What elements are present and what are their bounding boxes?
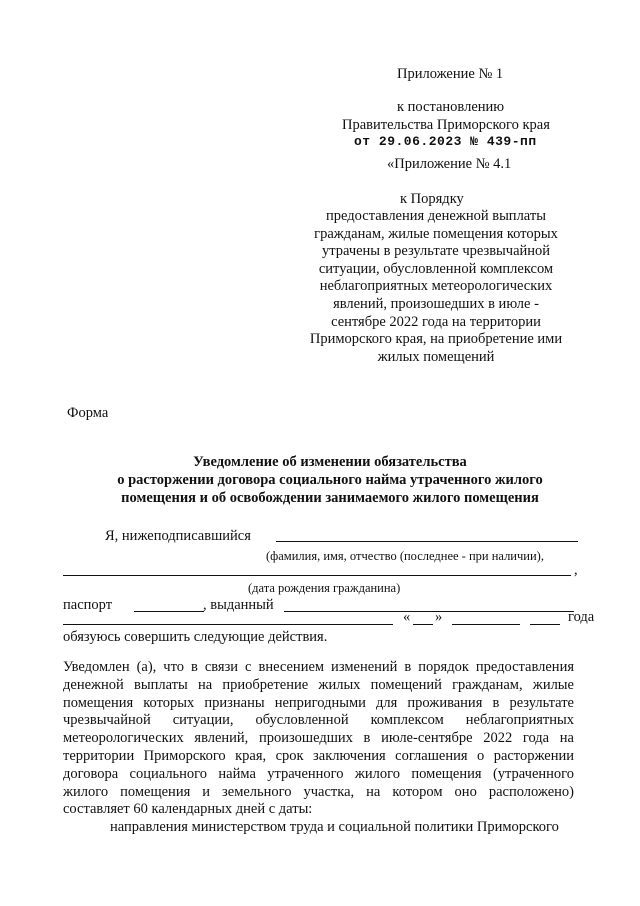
body-line: метеорологических явлений, произошедших в июле-сентябре 2022 года на [63, 730, 574, 747]
obligate-text: обязуюсь совершить следующие действия. [63, 629, 328, 645]
order-line: ситуации, обусловленной комплексом [318, 260, 554, 277]
notice-paragraph [63, 659, 574, 837]
fio-field-continued[interactable] [63, 575, 571, 576]
fio-hint: (фамилия, имя, отчество (последнее - при наличии), [266, 549, 544, 563]
undersigned-label: Я, нижеподписавшийся [105, 528, 251, 544]
to-order: к Порядку [400, 191, 464, 207]
issued-by-field-continued[interactable] [63, 624, 393, 625]
body-line: территории Приморского края, срок заключения соглашения о расторжении [63, 747, 574, 764]
title-line: Уведомление об изменении обязательства [193, 454, 467, 470]
body-line: Уведомлен (а), что в связи с внесением изменений в порядок предоставления [63, 659, 574, 675]
comma: , [574, 562, 578, 578]
government-name: Правительства Приморского края [342, 117, 550, 133]
issue-year-field[interactable] [530, 624, 560, 625]
body-line: чрезвычайной ситуации, обусловленной комплексом неблагоприятных [63, 712, 574, 729]
appendix-4-1: «Приложение № 4.1 [387, 156, 512, 172]
dob-hint: (дата рождения гражданина) [248, 581, 401, 595]
order-line: Приморского края, на приобретение ими [309, 331, 563, 348]
issue-day-field[interactable] [413, 624, 433, 625]
body-line: денежной выплаты на приобретение жилых помещений гражданам, жилые [63, 676, 574, 693]
document-title [60, 453, 600, 507]
issued-label: , выданный [203, 597, 274, 613]
order-line: сентябре 2022 года на территории [331, 313, 541, 330]
order-line: предоставления денежной выплаты [326, 208, 546, 224]
body-line: помещения которых признаны непригодными для проживания в результате [63, 694, 574, 711]
title-line: помещения и об освобождении занимаемого жилого помещения [121, 490, 539, 506]
body-line: договора социального найма утраченного жилого помещения (утраченного [63, 765, 574, 782]
fio-field[interactable] [276, 541, 578, 542]
issued-by-field[interactable] [284, 611, 574, 612]
issue-month-field[interactable] [452, 624, 520, 625]
quote-open: « [403, 609, 411, 625]
passport-number-field[interactable] [134, 611, 204, 612]
title-line: о расторжении договора социального найма утраченного жилого [117, 472, 543, 488]
quote-close: » [435, 609, 443, 625]
order-line: гражданам, жилые помещения которых [314, 225, 558, 242]
resolution-number-stamp: от 29.06.2023 № 439-пп [354, 134, 537, 149]
order-description [296, 208, 576, 366]
year-word: года [568, 609, 595, 625]
body-line: составляет 60 календарных дней с даты: [63, 801, 313, 818]
to-resolution: к постановлению [397, 99, 505, 115]
body-line: направления министерством труда и социальной политики Приморского [110, 819, 559, 836]
order-line: неблагоприятных метеорологических [319, 278, 553, 295]
body-line: жилого помещения и земельного участка, на котором оно расположено) [63, 783, 574, 800]
order-line: утрачены в результате чрезвычайной [321, 243, 551, 260]
order-line: жилых помещений [377, 348, 495, 365]
appendix-number: Приложение № 1 [397, 66, 504, 82]
form-label: Форма [67, 405, 109, 421]
passport-label: паспорт [63, 597, 113, 613]
order-line: явлений, произошедших в июле - [333, 295, 539, 312]
